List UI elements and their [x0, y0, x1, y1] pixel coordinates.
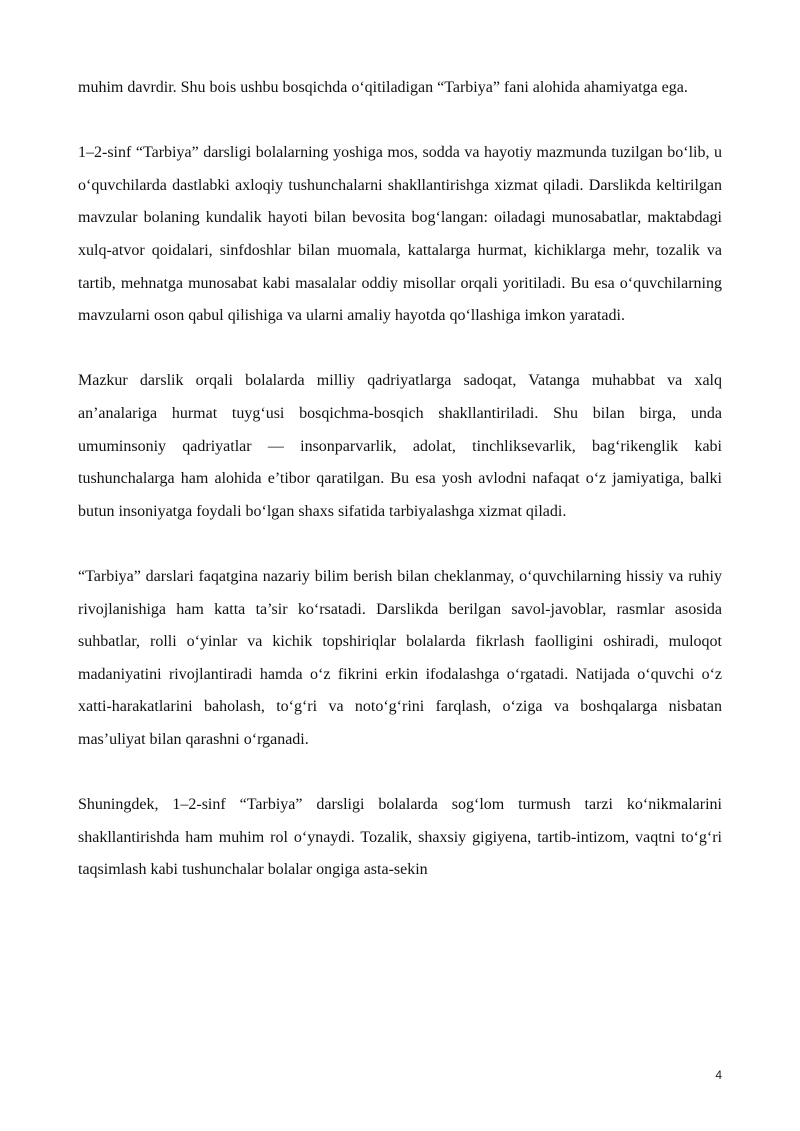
body-text: [78, 72, 722, 919]
paragraph-2: 1–2-sinf “Tarbiya” darsligi bolalarning yoshiga mos, sodda va hayotiy mazmunda tuzilgan bo‘lib, u o‘quvchilarda dastlabki axloqiy tushunchalarni shakllantirishga xizmat qiladi. Darslikda keltirilgan mavzular bolaning kundalik hayoti bilan bevosita bog‘langan: oiladagi munosabatlar, maktabdagi xulq-atvor qoidalari, sinfdoshlar bilan muomala, kattalarga hurmat, kichiklarga mehr, tozalik va tartib, mehnatga munosabat kabi masalalar oddiy misollar orqali yoritiladi. Bu esa o‘quvchilarning mavzularni oson qabul qilishiga va ularni amaliy hayotda qo‘llashiga imkon yaratadi.: [78, 144, 722, 325]
page-number: 4: [715, 1068, 722, 1082]
paragraph-3: Mazkur darslik orqali bolalarda milliy qadriyatlarga sadoqat, Vatanga muhabbat va xalq an’analariga hurmat tuyg‘usi bosqichma-bosqich shakllantiriladi. Shu bilan birga, unda umuminsoniy qadriyatlar — insonparvarlik, adolat, tinchliksevarlik, bag‘rikenglik kabi tushunchalarga ham alohida e’tibor qaratilgan. Bu esa yosh avlodni nafaqat o‘z jamiyatiga, balki butun insoniyatga foydali bo‘lgan shaxs sifatida tarbiyalashga xizmat qiladi.: [78, 372, 722, 520]
paragraph-1: muhim davrdir. Shu bois ushbu bosqichda o‘qitiladigan “Tarbiya” fani alohida ahamiyatga ega.: [78, 79, 688, 96]
paragraph-4: “Tarbiya” darslari faqatgina nazariy bilim berish bilan cheklanmay, o‘quvchilarning hissiy va ruhiy rivojlanishiga ham katta ta’sir ko‘rsatadi. Darslikda berilgan savol-javoblar, rasmlar asosida suhbatlar, rolli o‘yinlar va kichik topshiriqlar bolalarda fikrlash faolligini oshiradi, muloqot madaniyatini rivojlantiradi hamda o‘z fikrini erkin ifodalashga o‘rgatadi. Natijada o‘quvchi o‘z xatti-harakatlarini baholash, to‘g‘ri va noto‘g‘rini farqlash, o‘ziga va boshqalarga nisbatan mas’uliyat bilan qarashni o‘rganadi.: [78, 567, 722, 748]
paragraph-5: Shuningdek, 1–2-sinf “Tarbiya” darsligi bolalarda sog‘lom turmush tarzi ko‘nikmalarini shakllantirishda ham muhim rol o‘ynaydi. Tozalik, shaxsiy gigiyena, tartib-intizom, vaqtni to‘g‘ri taqsimlash kabi tushunchalar bolalar ongiga asta-sekin: [78, 796, 722, 879]
